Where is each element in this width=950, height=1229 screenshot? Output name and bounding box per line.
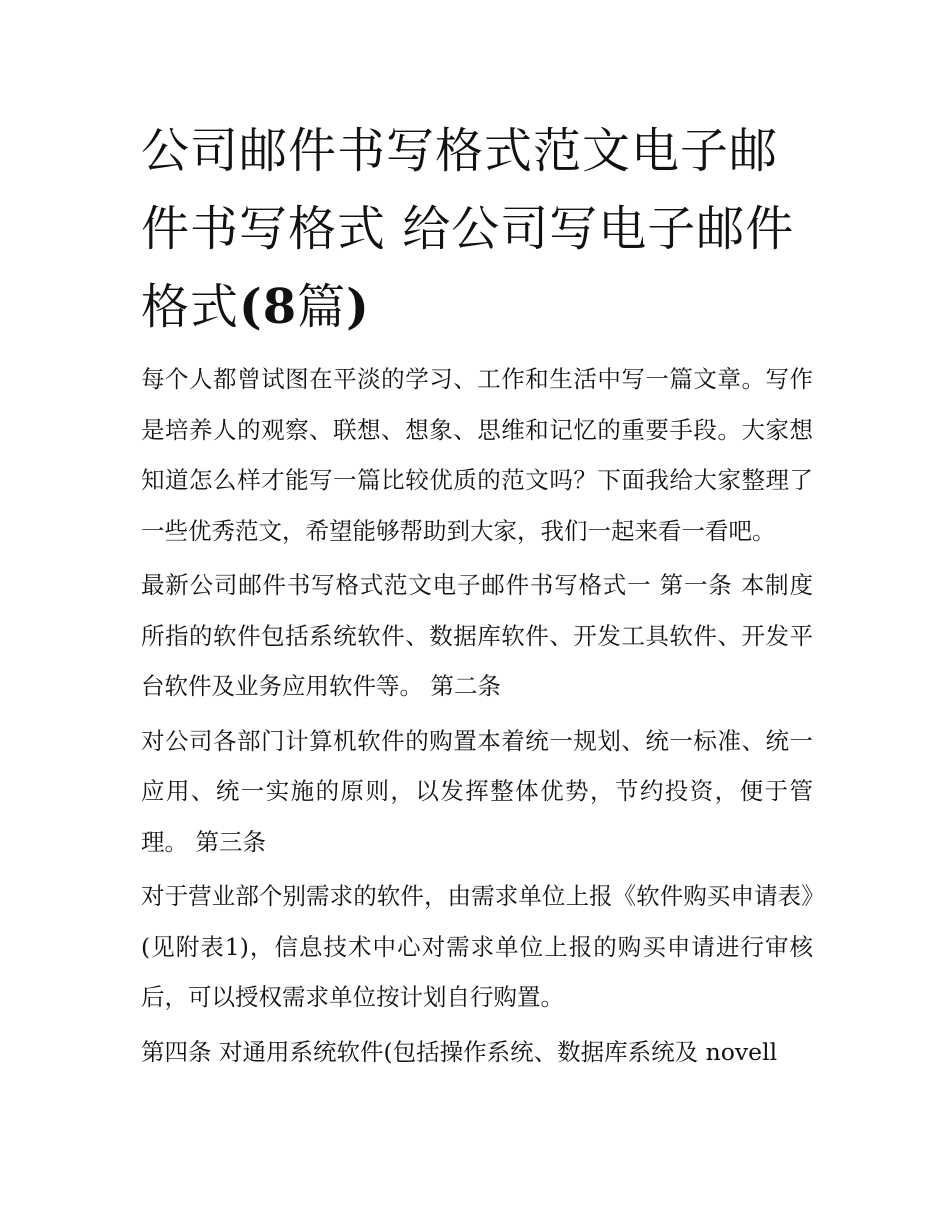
paragraph-article-3: 对于营业部个别需求的软件，由需求单位上报《软件购买申请表》(见附表1)，信息技术中心对需求单位上报的购买申请进行审核后，可以授权需求单位按计划自行购置。	[141, 882, 813, 1011]
intro-paragraph: 每个人都曾试图在平淡的学习、工作和生活中写一篇文章。写作是培养人的观察、联想、想象、思维和记忆的重要手段。大家想知道怎么样才能写一篇比较优质的范文吗？下面我给大家整理了一些优秀范文，希望能够帮助到大家，我们一起来看一看吧。	[141, 365, 813, 545]
document-page	[141, 112, 813, 1081]
title-unit: 篇	[297, 279, 347, 335]
title-text: 公司邮件书写格式范文电子邮件书写格式 给公司写电子邮件格式	[141, 123, 795, 335]
paragraph-article-2: 对公司各部门计算机软件的购置本着统一规划、统一标准、统一应用、统一实施的原则，以发挥整体优势，节约投资，便于管理。 第三条	[141, 726, 813, 856]
title-close-paren: )	[346, 279, 370, 335]
paragraph-article-4: 第四条 对通用系统软件(包括操作系统、数据库系统及 novell	[141, 1037, 778, 1066]
title-count: (8	[239, 279, 298, 335]
document-title	[141, 112, 813, 346]
paragraph-article-1: 最新公司邮件书写格式范文电子邮件书写格式一 第一条 本制度所指的软件包括系统软件、数据库软件、开发工具软件、开发平台软件及业务应用软件等。 第二条	[141, 571, 813, 700]
